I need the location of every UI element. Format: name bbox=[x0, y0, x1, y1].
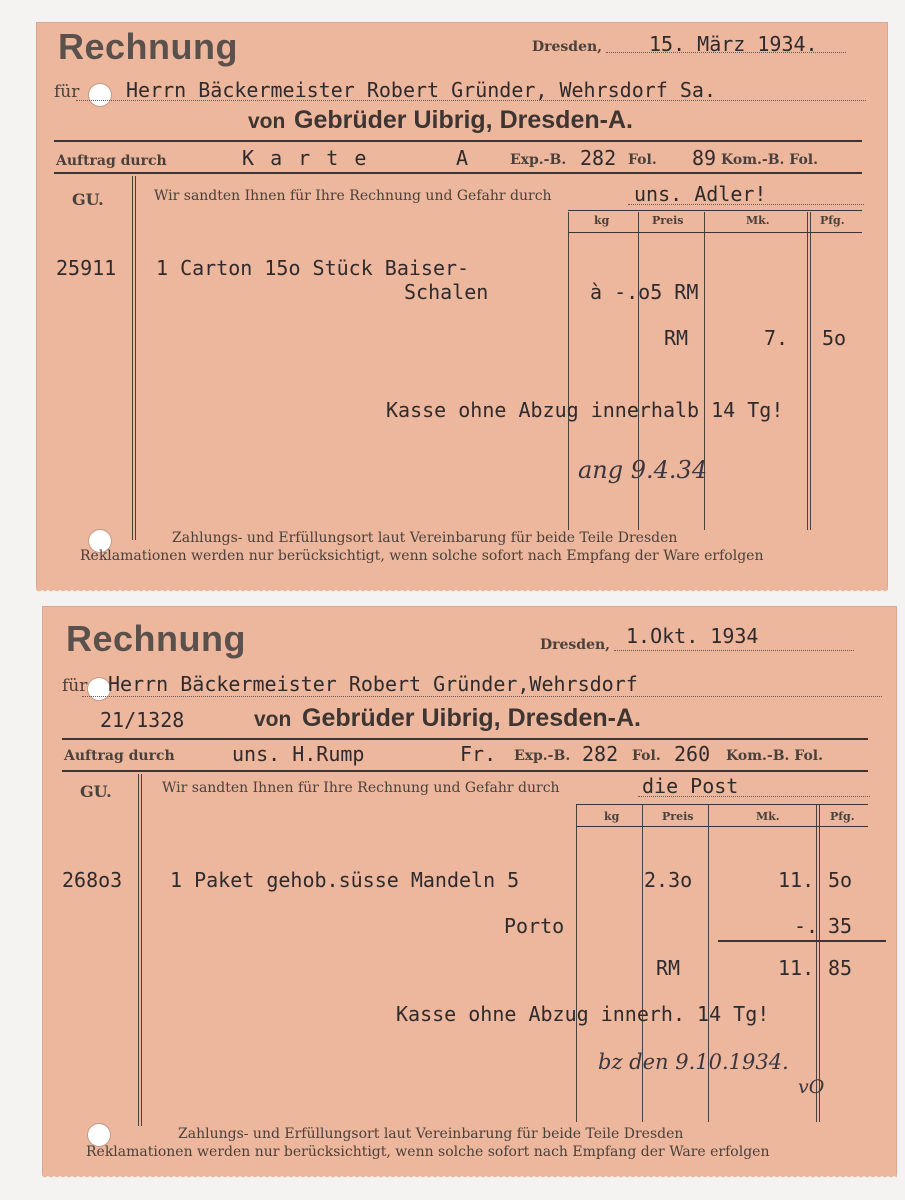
von-label: von bbox=[254, 708, 292, 731]
auftrag-value: uns. H.Rump bbox=[232, 742, 365, 766]
column-divider bbox=[568, 212, 569, 530]
rule bbox=[576, 826, 868, 827]
exp-value: 282 bbox=[580, 146, 617, 170]
unit-price: à -.o5 RM bbox=[590, 280, 699, 304]
auftrag-label: Auftrag durch bbox=[64, 748, 175, 764]
company-name: Gebrüder Uibrig, Dresden-A. bbox=[294, 106, 633, 134]
col-preis: Preis bbox=[662, 810, 694, 823]
footer-line-1: Zahlungs- und Erfüllungsort laut Vereinbarung für beide Teile Dresden bbox=[172, 530, 678, 546]
exp-value: 282 bbox=[582, 742, 619, 766]
col-mk: Mk. bbox=[746, 214, 770, 227]
fol-value: 260 bbox=[674, 742, 711, 766]
handwritten-initials: vO bbox=[798, 1076, 825, 1098]
payment-terms: Kasse ohne Abzug innerhalb 14 Tg! bbox=[386, 398, 784, 422]
total-pfg: 85 bbox=[828, 956, 853, 980]
footer-line-1: Zahlungs- und Erfüllungsort laut Vereinbarung für beide Teile Dresden bbox=[178, 1126, 684, 1142]
date-line bbox=[614, 650, 854, 651]
shipping-text: Wir sandten Ihnen für Ihre Rechnung und Gefahr durch bbox=[154, 188, 552, 204]
item-line-1: 1 Paket gehob.süsse Mandeln 5 bbox=[170, 868, 520, 892]
shipping-via: die Post bbox=[642, 774, 739, 798]
rule bbox=[54, 140, 862, 142]
kom-label: Kom.-B. Fol. bbox=[721, 152, 818, 168]
date-place: Dresden, bbox=[532, 39, 603, 55]
punch-hole bbox=[88, 1124, 110, 1146]
total-currency: RM bbox=[656, 956, 681, 980]
porto-mk: -. bbox=[794, 914, 819, 938]
fol-label: Fol. bbox=[632, 748, 661, 764]
col-pfg: Pfg. bbox=[820, 214, 845, 227]
column-divider bbox=[576, 804, 577, 1122]
col-pfg: Pfg. bbox=[830, 810, 855, 823]
item-line-2: Schalen bbox=[404, 280, 489, 304]
rule bbox=[568, 232, 862, 233]
column-divider bbox=[132, 176, 133, 540]
customer-line bbox=[82, 696, 882, 697]
column-divider bbox=[807, 212, 808, 530]
unit-price: 2.3o bbox=[644, 868, 693, 892]
footer-line-2: Reklamationen werden nur berücksichtigt, wenn solche sofort nach Empfang der Ware erfolgen bbox=[80, 548, 764, 564]
rule bbox=[568, 210, 862, 211]
col-mk: Mk. bbox=[756, 810, 780, 823]
fol-label: Fol. bbox=[628, 152, 657, 168]
invoice-date: 1.Okt. 1934 bbox=[626, 624, 759, 648]
shipping-text: Wir sandten Ihnen für Ihre Rechnung und Gefahr durch bbox=[162, 780, 560, 796]
exp-letter: Fr. bbox=[460, 742, 497, 766]
total-mk: 11. bbox=[778, 956, 815, 980]
handwritten-signature: ang 9.4.34 bbox=[578, 456, 708, 484]
column-divider bbox=[708, 804, 709, 1122]
rule bbox=[62, 770, 868, 772]
exp-label: Exp.-B. bbox=[514, 748, 571, 764]
article-number: 25911 bbox=[56, 256, 117, 280]
footer-line-2: Reklamationen werden nur berücksichtigt, wenn solche sofort nach Empfang der Ware erfolgen bbox=[86, 1144, 770, 1160]
invoice-card-1 bbox=[36, 22, 888, 590]
company-name: Gebrüder Uibrig, Dresden-A. bbox=[302, 704, 641, 732]
von-label: von bbox=[248, 110, 286, 133]
porto-label: Porto bbox=[504, 914, 565, 938]
column-divider bbox=[816, 804, 817, 1122]
item-line-1: 1 Carton 15o Stück Baiser- bbox=[156, 256, 470, 280]
rule bbox=[576, 804, 868, 805]
fuer-label: für bbox=[62, 676, 88, 696]
fuer-label: für bbox=[54, 82, 80, 102]
kom-label: Kom.-B. Fol. bbox=[726, 748, 823, 764]
date-place: Dresden, bbox=[540, 637, 611, 653]
customer-number: 21/1328 bbox=[100, 708, 185, 732]
column-divider bbox=[138, 774, 139, 1126]
gu-label: GU. bbox=[80, 782, 112, 801]
sum-rule bbox=[718, 940, 886, 942]
punch-hole bbox=[89, 84, 111, 106]
col-preis: Preis bbox=[652, 214, 684, 227]
col-kg: kg bbox=[604, 810, 620, 823]
col-kg: kg bbox=[594, 214, 610, 227]
shipping-via: uns. Adler! bbox=[634, 182, 767, 206]
fol-value: 89 bbox=[692, 146, 717, 170]
customer-name: Herrn Bäckermeister Robert Gründer, Wehrsdorf Sa. bbox=[126, 78, 717, 102]
auftrag-value: K a r t e bbox=[242, 146, 369, 170]
invoice-title: Rechnung bbox=[58, 26, 238, 67]
invoice-date: 15. März 1934. bbox=[649, 32, 818, 56]
line-pfg: 5o bbox=[828, 868, 853, 892]
invoice-title: Rechnung bbox=[66, 618, 246, 659]
total-currency: RM bbox=[664, 326, 689, 350]
customer-name: Herrn Bäckermeister Robert Gründer,Wehrsdorf bbox=[108, 672, 638, 696]
handwritten-signature: bz den 9.10.1934. bbox=[598, 1050, 789, 1074]
total-pfg: 5o bbox=[822, 326, 847, 350]
rule bbox=[62, 738, 868, 740]
article-number: 268o3 bbox=[62, 868, 123, 892]
porto-pfg: 35 bbox=[828, 914, 853, 938]
exp-letter: A bbox=[456, 146, 469, 170]
payment-terms: Kasse ohne Abzug innerh. 14 Tg! bbox=[396, 1002, 770, 1026]
auftrag-label: Auftrag durch bbox=[56, 153, 167, 169]
gu-label: GU. bbox=[72, 190, 104, 209]
line-mk: 11. bbox=[778, 868, 815, 892]
invoice-card-2 bbox=[42, 606, 897, 1176]
rule bbox=[54, 172, 862, 174]
exp-label: Exp.-B. bbox=[510, 152, 567, 168]
total-mk: 7. bbox=[764, 326, 789, 350]
column-divider bbox=[642, 804, 643, 1122]
